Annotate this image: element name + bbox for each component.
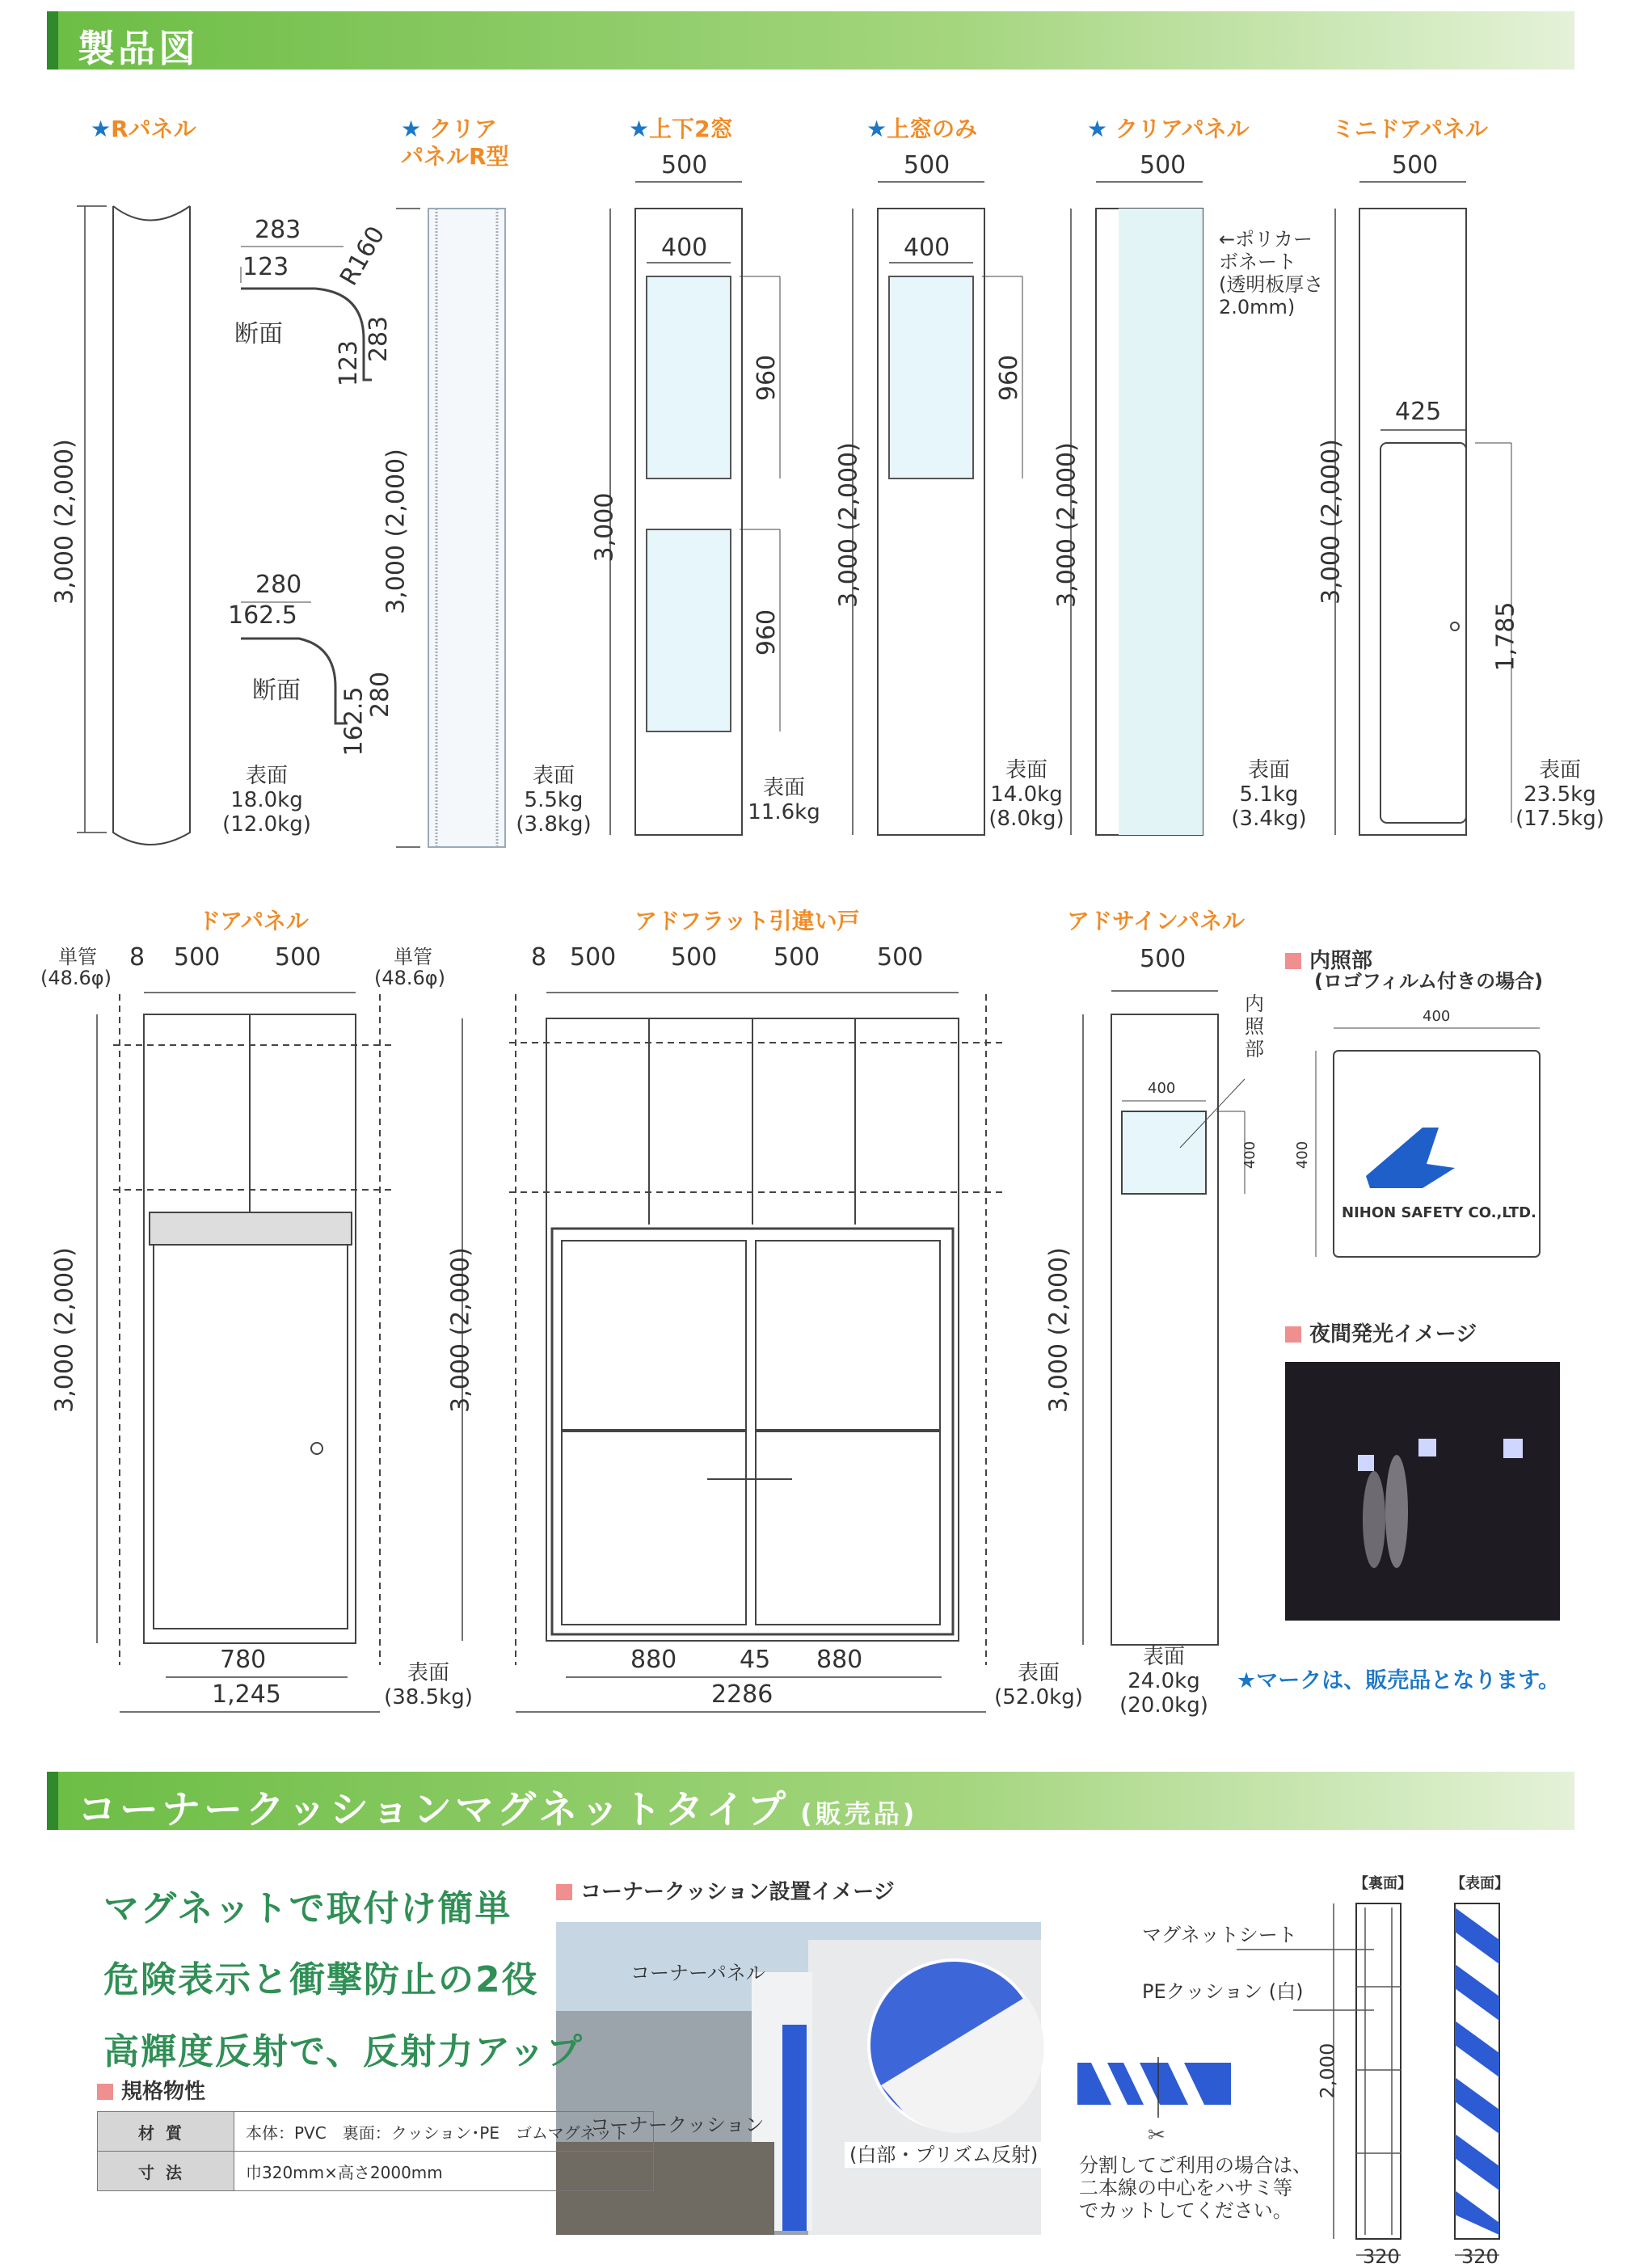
cushion-back [1356, 1903, 1401, 2239]
r-sec2-d: 162.5 [228, 601, 297, 630]
sign-weight: 表面 24.0kg (20.0kg) [1119, 1645, 1208, 1718]
r-sec2-w: 280 [255, 571, 302, 599]
r-panel-title: ★Rパネル [91, 116, 196, 142]
top-win-height: 3,000 (2,000) [834, 442, 863, 608]
door-title: ドアパネル [198, 908, 309, 934]
section2-title: コーナークッションマグネットタイプ [78, 1787, 790, 1832]
svg-text:✂: ✂ [1148, 2123, 1165, 2148]
door-pipe-r: 単管 [394, 946, 432, 968]
r-sec1-w: 283 [255, 216, 301, 244]
install-title: コーナークッション設置イメージ [556, 1875, 895, 1905]
slogan-2: 危険表示と衝撃防止の2役 [103, 1959, 539, 2000]
r-danmen-1: 断面 [234, 320, 283, 348]
table-row: 寸法 巾320mm×高さ2000mm [98, 2152, 654, 2191]
clear-r-weight: 表面 5.5kg (3.8kg) [516, 764, 592, 837]
r-sec1-d: 123 [242, 253, 289, 281]
slogan-3: 高輝度反射で、反射力アップ [103, 2031, 584, 2072]
door-pipe-l: 単管 [58, 946, 97, 968]
top-window-title: ★上窓のみ [866, 116, 978, 142]
top-win-weight: 表面 14.0kg (8.0kg) [988, 758, 1064, 831]
slide-mid: 45 [740, 1646, 771, 1674]
two-win-height: 3,000 [590, 492, 619, 563]
install-label-1: コーナーパネル [630, 1962, 765, 1984]
sign-title: アドサインパネル [1067, 908, 1246, 934]
mini-weight: 表面 23.5kg (17.5kg) [1515, 758, 1604, 831]
door-height: 3,000 (2,000) [50, 1247, 79, 1413]
sign-width: 500 [1140, 945, 1187, 973]
install-label-2: コーナークッション [590, 2114, 765, 2136]
slide-weight: 表面 (52.0kg) [994, 1661, 1083, 1709]
two-win-weight: 表面 11.6kg [748, 776, 820, 824]
sign-box-h: 400 [1241, 1140, 1259, 1170]
pe-label: PEクッション (白) [1142, 1980, 1304, 2003]
slide-w1: 880 [630, 1646, 677, 1674]
door-w1: 500 [174, 943, 221, 972]
slogan-1: マグネットで取付け簡単 [103, 1888, 512, 1929]
two-window-title: ★上下2窓 [629, 116, 733, 142]
r-danmen-2: 断面 [252, 677, 301, 705]
door-door-w: 780 [220, 1646, 267, 1674]
mini-door-w: 425 [1395, 398, 1442, 426]
two-win-win-w: 400 [661, 234, 708, 262]
two-win-width: 500 [661, 151, 708, 179]
r-sec2-h2: 162.5 [339, 686, 369, 757]
slide-gap: 8 [531, 943, 547, 972]
mini-width: 500 [1392, 151, 1439, 179]
top-win-width: 500 [904, 151, 950, 179]
door-w2: 500 [275, 943, 322, 972]
section-banner-cushion [47, 1772, 1574, 1830]
clear-height: 3,000 (2,000) [1052, 442, 1081, 608]
clear-panel-title: ★ クリアパネル [1087, 116, 1250, 142]
r-height: 3,000 (2,000) [50, 439, 79, 605]
spec-table [97, 2111, 654, 2191]
cushion-back-w: 320 [1363, 2245, 1400, 2268]
clear-weight: 表面 5.1kg (3.4kg) [1231, 758, 1307, 831]
company-name: NIHON SAFETY CO.,LTD. [1342, 1204, 1536, 1221]
table-row: 材質 本体：PVC 裏面：クッション･PE ゴムマグネット [98, 2112, 654, 2152]
mini-door-title: ミニドアパネル [1332, 116, 1488, 142]
cut-note: 分割してご利用の場合は、 二本線の中心をハサミ等 でカットしてください。 [1079, 2154, 1312, 2222]
cushion-height: 2,000 [1316, 2042, 1339, 2099]
spec-title: 規格物性 [97, 2075, 205, 2105]
r-sec1-r: R160 [334, 221, 391, 291]
mini-height: 3,000 (2,000) [1317, 439, 1346, 605]
slide-total: 2286 [711, 1680, 773, 1709]
slide-w-0: 500 [570, 943, 617, 972]
inner-light-sub: (ロゴフィルム付きの場合) [1314, 970, 1544, 993]
clear-r-height: 3,000 (2,000) [381, 449, 411, 614]
section2-sub: (販売品) [800, 1798, 918, 1829]
top-win-win-w: 400 [904, 234, 950, 262]
section-title: 製品図 [78, 27, 199, 70]
sign-height: 3,000 (2,000) [1044, 1247, 1073, 1413]
two-win-h1: 960 [752, 354, 782, 402]
inner-light-title: 内照部 [1285, 944, 1372, 974]
cushion-front-w: 320 [1461, 2245, 1498, 2268]
slide-height: 3,000 (2,000) [446, 1247, 475, 1413]
r-sec1-h: 283 [365, 315, 394, 363]
install-label-3: (白部・プリズム反射) [845, 2142, 1043, 2168]
cushion-front-label: 【表面】 [1451, 1875, 1509, 1892]
slide-w2: 880 [816, 1646, 863, 1674]
door-weight: 表面 (38.5kg) [384, 1661, 473, 1709]
cushion-back-label: 【裏面】 [1354, 1875, 1412, 1892]
door-pipe-l-d: (48.6φ) [40, 967, 112, 989]
clear-r-title: ★ クリア パネルR型 [401, 116, 509, 170]
star-note: ★マークは、販売品となります。 [1237, 1668, 1561, 1693]
door-gap: 8 [129, 943, 145, 972]
clear-note: ←ポリカー ボネート (透明板厚さ 2.0mm) [1219, 228, 1324, 318]
top-win-h: 960 [995, 354, 1024, 402]
magnet-label: マグネットシート [1142, 1924, 1297, 1946]
inner-light-h: 400 [1294, 1140, 1312, 1170]
slide-title: アドフラット引違い戸 [634, 908, 860, 934]
slide-w-3: 500 [877, 943, 924, 972]
r-sec1-h2: 123 [335, 339, 364, 387]
r-weight: 表面 18.0kg (12.0kg) [222, 764, 311, 837]
door-total-w: 1,245 [212, 1680, 281, 1709]
clear-width: 500 [1140, 151, 1187, 179]
mini-door-h: 1,785 [1491, 601, 1520, 672]
slide-w-1: 500 [671, 943, 718, 972]
r-sec2-h: 280 [366, 671, 395, 719]
night-image [1285, 1362, 1560, 1621]
night-title: 夜間発光イメージ [1285, 1317, 1477, 1347]
inner-light-w: 400 [1423, 1008, 1451, 1025]
slide-w-2: 500 [773, 943, 820, 972]
company-logo-icon [1366, 1128, 1455, 1188]
door-pipe-r-d: (48.6φ) [374, 967, 445, 989]
sign-box-w: 400 [1148, 1080, 1176, 1097]
sign-lit: 内 照 部 [1245, 993, 1264, 1060]
two-win-h2: 960 [752, 609, 782, 656]
